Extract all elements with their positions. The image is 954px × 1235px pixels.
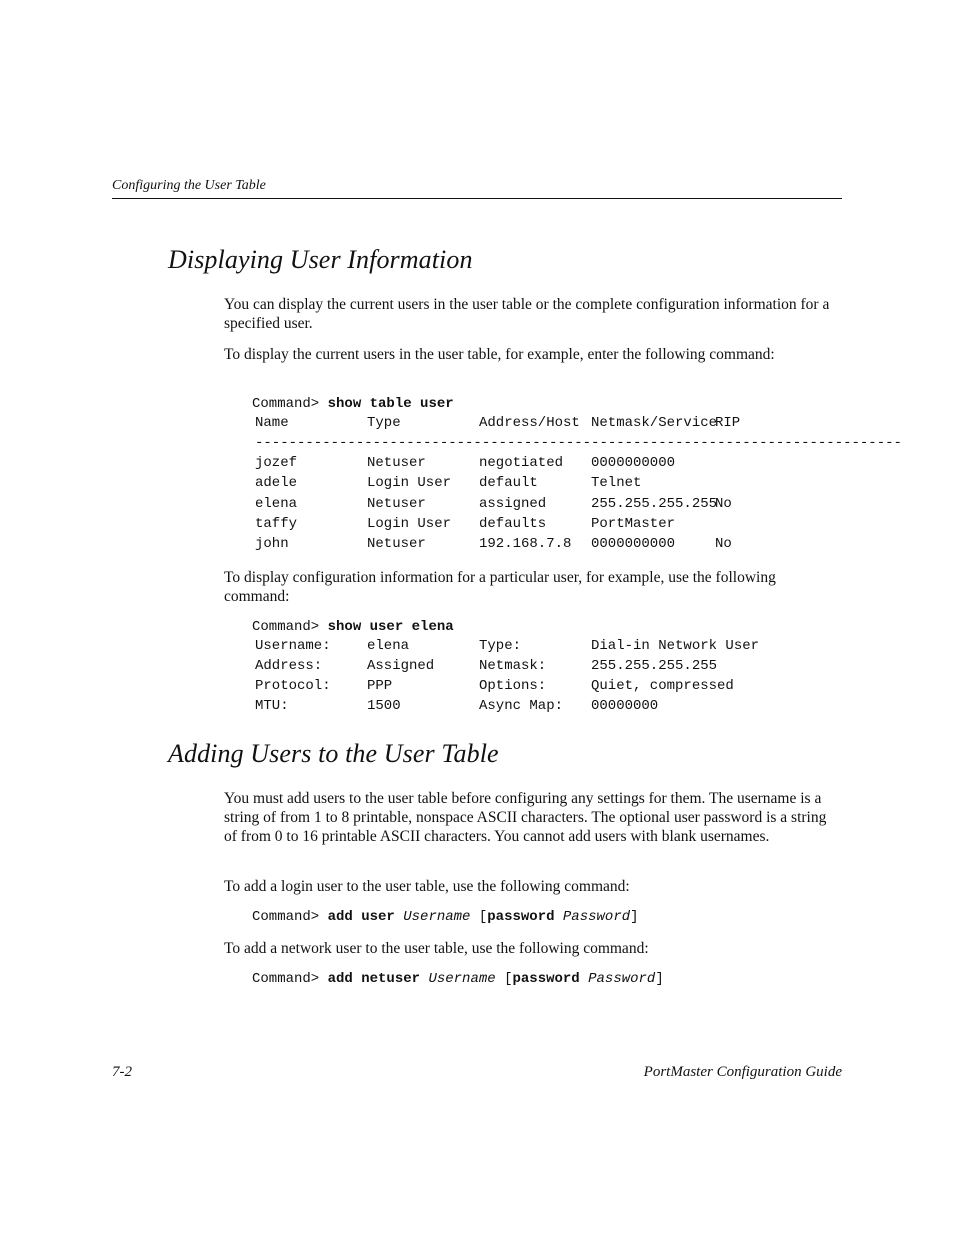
- cell-rip: No: [715, 496, 732, 512]
- page-number: 7-2: [112, 1064, 132, 1080]
- bracket-open: [: [478, 909, 488, 925]
- command-argument: Username: [403, 909, 471, 925]
- detail-value: PPP: [367, 678, 393, 694]
- command-argument: Username: [428, 971, 496, 987]
- command-keyword: show user elena: [327, 619, 454, 635]
- command-prompt: Command>: [252, 396, 320, 412]
- table-separator: -----------------------------------------------------------------------------: [255, 435, 902, 451]
- cell-name: elena: [255, 496, 298, 512]
- header-rule: [112, 198, 842, 199]
- table-row: [255, 455, 855, 473]
- command-keyword: show table user: [327, 396, 454, 412]
- detail-value: Dial-in Network User: [591, 638, 760, 654]
- cell-name: taffy: [255, 516, 298, 532]
- detail-label: Netmask:: [479, 658, 547, 674]
- cell-address: default: [479, 475, 538, 491]
- cell-netmask: 255.255.255.255: [591, 496, 718, 512]
- paragraph-intro: You can display the current users in the user table or the complete configuration information for a specified user.: [224, 296, 830, 332]
- cell-type: Netuser: [367, 536, 426, 552]
- column-header: Address/Host: [479, 415, 580, 431]
- cell-netmask: PortMaster: [591, 516, 676, 532]
- detail-label: Address:: [255, 658, 323, 674]
- detail-value: Quiet, compressed: [591, 678, 734, 694]
- cell-address: 192.168.7.8: [479, 536, 572, 552]
- cell-type: Netuser: [367, 496, 426, 512]
- user-table-header: [255, 415, 855, 433]
- cell-type: Login User: [367, 516, 452, 532]
- command-keyword: password: [512, 971, 580, 987]
- command-show-user-elena: [252, 619, 454, 635]
- detail-value: elena: [367, 638, 410, 654]
- paragraph-show-user-intro: To display configuration information for a particular user, for example, use the following command:: [224, 569, 776, 605]
- cell-address: assigned: [479, 496, 547, 512]
- command-keyword: password: [487, 909, 555, 925]
- cell-netmask: Telnet: [591, 475, 642, 491]
- command-prompt: Command>: [252, 619, 320, 635]
- cell-type: Login User: [367, 475, 452, 491]
- user-detail-row: [255, 678, 855, 696]
- table-row: [255, 475, 855, 493]
- detail-value: Assigned: [367, 658, 435, 674]
- detail-value: 00000000: [591, 698, 659, 714]
- bracket-open: [: [504, 971, 513, 987]
- user-detail-row: [255, 638, 855, 656]
- cell-netmask: 0000000000: [591, 536, 676, 552]
- detail-value: 1500: [367, 698, 401, 714]
- detail-label: Options:: [479, 678, 547, 694]
- cell-address: negotiated: [479, 455, 564, 471]
- section-heading-adding-users: Adding Users to the User Table: [168, 739, 499, 768]
- column-header: Type: [367, 415, 401, 431]
- paragraph-add-netuser: To add a network user to the user table, use the following command:: [224, 940, 649, 957]
- column-header: RIP: [715, 415, 741, 431]
- paragraph-add-users-intro: You must add users to the user table before configuring any settings for them. The username is a string of from 1 to 8 printable, nonspace ASCII characters. The optional user password is a string of from 0 to 16 printable ASCII characters. You cannot add users with blank usernames.: [224, 790, 827, 845]
- table-row: [255, 496, 855, 514]
- user-detail-row: [255, 658, 855, 676]
- section-heading-displaying: Displaying User Information: [168, 245, 473, 274]
- command-prompt: Command>: [252, 971, 320, 987]
- column-header: Name: [255, 415, 289, 431]
- paragraph-show-table-intro: To display the current users in the user table, for example, enter the following command:: [224, 346, 775, 363]
- detail-label: Username:: [255, 638, 331, 654]
- table-row: [255, 536, 855, 554]
- detail-label: MTU:: [255, 698, 289, 714]
- cell-name: adele: [255, 475, 298, 491]
- cell-name: jozef: [255, 455, 298, 471]
- user-detail-row: [255, 698, 855, 716]
- command-add-user: [252, 909, 639, 925]
- command-add-netuser: [252, 971, 664, 987]
- cell-name: john: [255, 536, 289, 552]
- command-prompt: Command>: [252, 909, 320, 925]
- cell-rip: No: [715, 536, 732, 552]
- bracket-close: ]: [655, 971, 664, 987]
- command-argument: Password: [562, 909, 631, 925]
- command-keyword: add netuser: [327, 971, 421, 987]
- bracket-close: ]: [630, 909, 639, 925]
- command-keyword: add user: [327, 909, 395, 925]
- cell-address: defaults: [479, 516, 547, 532]
- book-title: PortMaster Configuration Guide: [643, 1064, 842, 1080]
- command-show-table-user: [252, 396, 454, 412]
- command-argument: Password: [588, 971, 656, 987]
- detail-label: Type:: [479, 638, 522, 654]
- cell-type: Netuser: [367, 455, 426, 471]
- column-header: Netmask/Service: [591, 415, 718, 431]
- paragraph-add-login-user: To add a login user to the user table, use the following command:: [224, 878, 630, 895]
- table-row: [255, 516, 855, 534]
- detail-value: 255.255.255.255: [591, 658, 718, 674]
- detail-label: Protocol:: [255, 678, 331, 694]
- cell-netmask: 0000000000: [591, 455, 676, 471]
- detail-label: Async Map:: [479, 698, 564, 714]
- running-header: Configuring the User Table: [112, 178, 266, 193]
